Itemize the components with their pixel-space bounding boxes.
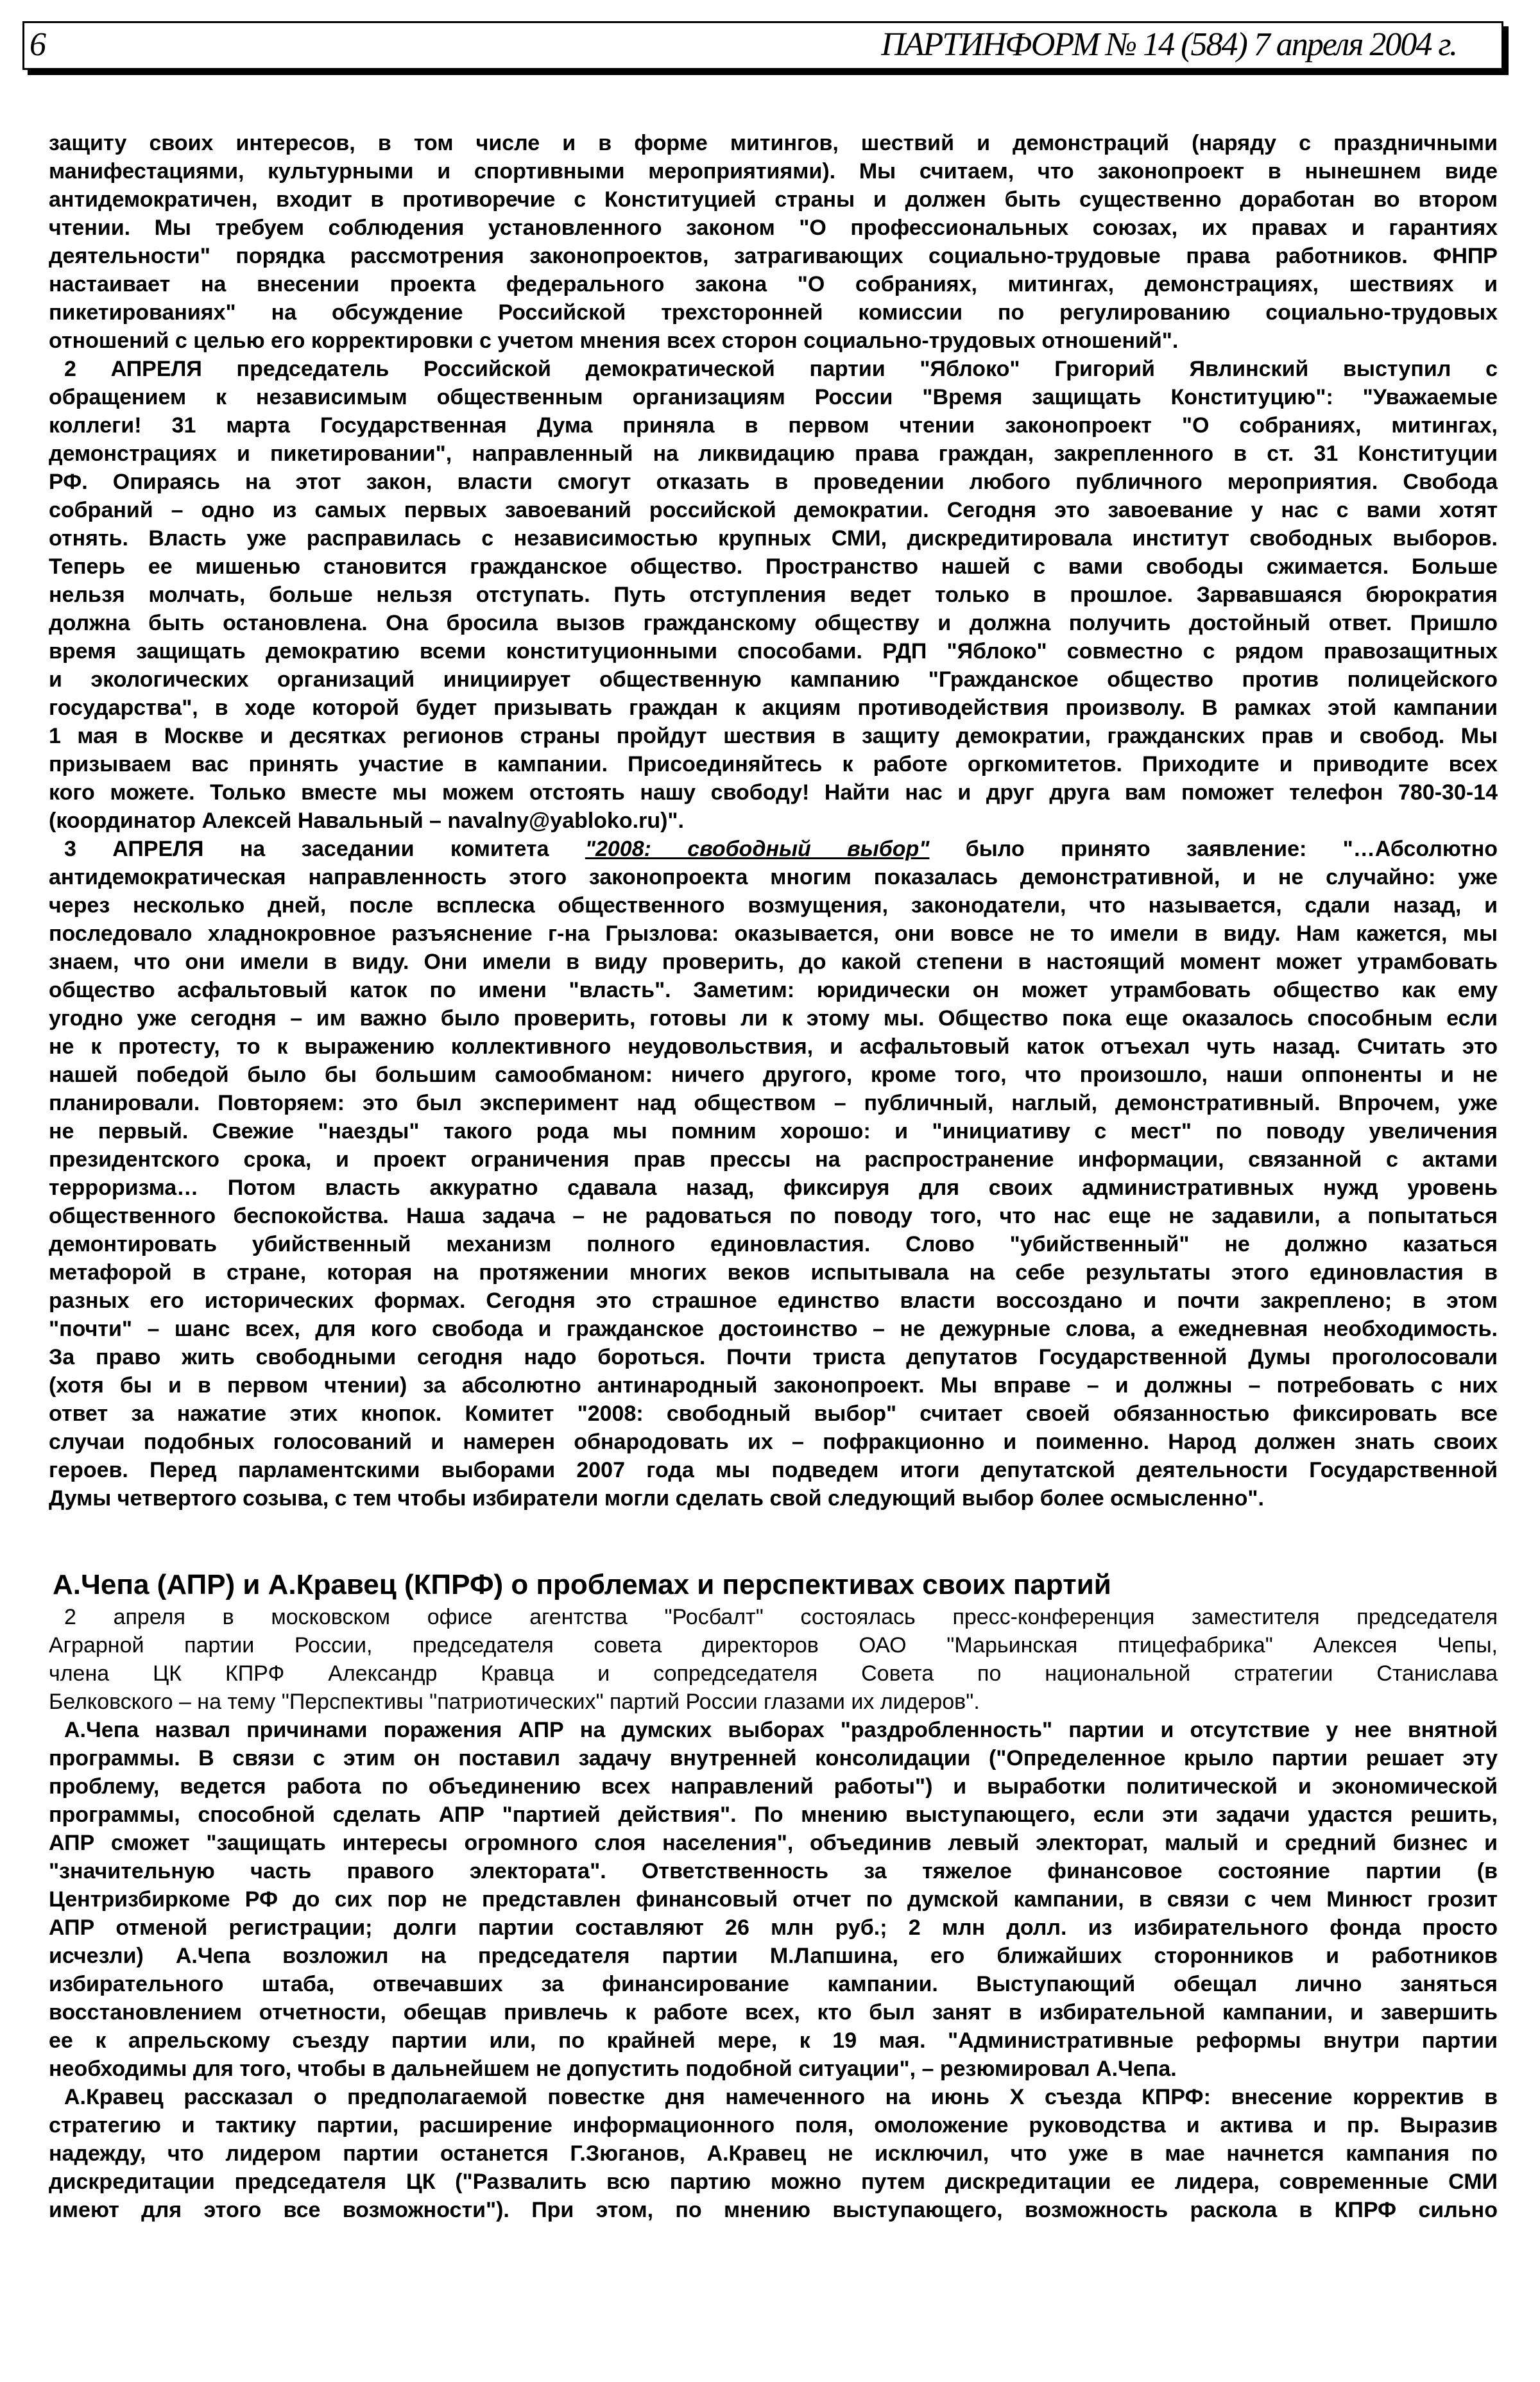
text-line: чтении. Мы требуем соблюдения установленного законом "О профессиональных союзах, их правах и гарантиях [49, 216, 1498, 240]
text-line: отнять. Власть уже расправилась с независимостью крупных СМИ, дискредитировала институт свободных выборов. [49, 526, 1498, 551]
article-heading: А.Чепа (АПР) и А.Кравец (КПРФ) о проблемах и перспективах своих партий [53, 1569, 1111, 1600]
paragraph [49, 2083, 1498, 2224]
text-line: исчезли) А.Чепа возложил на председателя партии М.Лапшина, его ближайших сторонников и работников [49, 1944, 1498, 1968]
text-line: разных его исторических формах. Сегодня это страшное единство власти воссоздано и почти закреплено; в этом [49, 1289, 1498, 1313]
text-line: антидемократичен, входит в противоречие с Конституцией страны и должен быть существенно доработан во втором [49, 187, 1498, 212]
text-line: деятельности" порядка рассмотрения законопроектов, затрагивающих социально-трудовые права работников. ФНПР [49, 244, 1498, 268]
text-line: отношений с целью его корректировки с учетом мнения всех сторон социально-трудовых отношений". [49, 329, 1179, 353]
text-line: собраний – одно из самых первых завоеваний российской демократии. Сегодня это завоевание у нас с вами хотят [49, 498, 1498, 522]
text-line: президентского срока, и проект ограничения прав прессы на распространение информации, связанной с актами [49, 1147, 1498, 1172]
paragraph [49, 355, 1498, 835]
text-line: программы, способной сделать АПР "партией действия". По мнению выступающего, если эти задачи удастся решить, [49, 1803, 1498, 1827]
committee-name-link[interactable]: "2008: свободный выбор" [585, 837, 930, 861]
publication-title: ПАРТИНФОРМ № 14 (584) 7 апреля 2004 г. [881, 26, 1457, 63]
text-line: последовало хладнокровное разъяснение г-на Грызлова: оказывается, они вовсе не то имели в виду. Нам кажется, мы [49, 921, 1498, 946]
text-line: коллеги! 31 марта Государственная Дума приняла в первом чтении законопроект "О собраниях, митингах, [49, 413, 1498, 438]
text-line: проблему, ведется работа по объединению всех направлений работы") и выработки политической и экономической [49, 1774, 1498, 1799]
text-line: обращением к независимым общественным организациям России "Время защищать Конституцию": "Уважаемые [49, 385, 1498, 409]
text-line: 2 апреля в московском офисе агентства "Росбалт" состоялась пресс-конференция заместителя председателя [64, 1605, 1498, 1629]
page-number: 6 [30, 26, 46, 63]
text-line: А.Кравец рассказал о предполагаемой повестке дня намеченного на июнь Х съезда КПРФ: внесение корректив в [64, 2085, 1498, 2109]
text-segment: 3 АПРЕЛЯ на заседании комитета [64, 837, 585, 861]
text-line: АПР отменой регистрации; долги партии составляют 26 млн руб.; 2 млн долл. из избирательного фонда просто [49, 1915, 1498, 1940]
text-line: "значительную часть правого электората". Ответственность за тяжелое финансовое состояние партии (в [49, 1859, 1498, 1883]
text-line: дискредитации председателя ЦК ("Развалить всю партию можно путем дискредитации ее лидера, современные СМИ [49, 2170, 1498, 2194]
text-line: угодно уже сегодня – им важно было проверить, готовы ли к этому мы. Общество пока еще оказалось способным если [49, 1006, 1498, 1031]
text-line: призываем вас принять участие в кампании. Присоединяйтесь к работе оргкомитетов. Приходите и приводите всех [49, 752, 1498, 776]
text-line: члена ЦК КПРФ Александр Кравца и сопредседателя Совета по национальной стратегии Станислава [49, 1661, 1498, 1686]
text-line: А.Чепа назвал причинами поражения АПР на думских выборах "раздробленность" партии и отсутствие у нее внятной [64, 1718, 1498, 1742]
text-segment: было принято заявление: "…Абсолютно [929, 837, 1498, 861]
text-line: (координатор Алексей Навальный – navalny@yabloko.ru)". [49, 809, 685, 833]
text-line: знаем, что они имели в виду. Они имели в виду проверить, до какой степени в настоящий момент может утрамбовать [49, 950, 1498, 974]
text-line: манифестациями, культурными и спортивными мероприятиями). Мы считаем, что законопроект в нынешнем виде [49, 159, 1498, 184]
text-line: Центризбиркоме РФ до сих пор не представлен финансовый отчет по думской кампании, в связи с чем Минюст грозит [49, 1887, 1498, 1912]
text-line: 2 АПРЕЛЯ председатель Российской демократической партии "Яблоко" Григорий Явлинский выступил с [64, 357, 1498, 381]
text-line: не первый. Свежие "наезды" такого рода мы помним хорошо: и "инициативу с мест" по поводу увеличения [49, 1119, 1498, 1144]
text-line: антидемократическая направленность этого законопроекта многим показалась демонстративной, и не случайно: уже [49, 865, 1498, 889]
text-line: демонстрациях и пикетировании", направленный на ликвидацию права граждан, закрепленного в ст. 31 Конституции [49, 441, 1498, 466]
text-line: За право жить свободными сегодня надо бороться. Почти триста депутатов Государственной Думы проголосовали [49, 1345, 1498, 1369]
paragraph [49, 1603, 1498, 1716]
text-line: кого можете. Только вместе мы можем отстоять нашу свободу! Найти нас и друг друга вам поможет телефон 780-30-14 [49, 780, 1498, 805]
paragraph [49, 129, 1498, 355]
text-line: планировали. Повторяем: это был эксперимент над обществом – публичный, наглый, демонстративный. Впрочем, уже [49, 1091, 1498, 1115]
text-line: ответ за нажатие этих кнопок. Комитет "2008: свободный выбор" считает своей обязанностью фиксировать все [49, 1401, 1498, 1426]
text-line: программы. В связи с этим он поставил задачу внутренней консолидации ("Определенное крыло партии решает эту [49, 1746, 1498, 1770]
text-line: АПР сможет "защищать интересы огромного слоя населения", объединив левый электорат, малый и средний бизнес и [49, 1831, 1498, 1855]
text-line: через несколько дней, после всплеска общественного возмущения, законодатели, что называется, сдали назад, и [49, 893, 1498, 918]
article-1 [49, 129, 1498, 1512]
text-line: Белковского – на тему "Перспективы "патриотических" партий России глазами их лидеров". [49, 1690, 980, 1714]
text-line: ее к апрельскому съезду партии или, по крайней мере, к 19 мая. "Административные реформы внутри партии [49, 2028, 1498, 2053]
text-line: не к протесту, то к выражению коллективного неудовольствия, и асфальтовый каток отъехал чуть назад. Считать это [49, 1034, 1498, 1059]
paragraph [49, 835, 1498, 1512]
text-line: защиту своих интересов, в том числе и в форме митингов, шествий и демонстраций (наряду с праздничными [49, 131, 1498, 155]
text-line: необходимы для того, чтобы в дальнейшем не допустить подобной ситуации", – резюмировал А.Чепа. [49, 2057, 1177, 2081]
text-line: государства", в ходе которой будет призывать граждан к акциям противодействия произволу. В рамках этой кампании [49, 696, 1498, 720]
text-line: 1 мая в Москве и десятках регионов страны пройдут шествия в защиту демократии, гражданских прав и свобод. Мы [49, 724, 1498, 748]
text-line: случаи подобных голосований и намерен обнародовать их – пофракционно и поименно. Народ должен знать своих [49, 1430, 1498, 1454]
text-line: пикетированиях" на обсуждение Российской трехсторонней комиссии по регулированию социально-трудовых [49, 300, 1498, 325]
text-line: метафорой в стране, которая на протяжении многих веков испытывала на себе результаты этого единовластия в [49, 1260, 1498, 1285]
text-line: общественного беспокойства. Наша задача – не радоваться по поводу того, что нас еще не задавили, а попытаться [49, 1204, 1498, 1228]
text-line: имеют для этого все возможности"). При этом, по мнению выступающего, возможность раскола в КПРФ сильно [49, 2198, 1498, 2222]
page-header [22, 21, 1503, 70]
text-line: Теперь ее мишенью становится гражданское общество. Пространство нашей с вами свободы сжимается. Больше [49, 554, 1498, 579]
text-line [49, 835, 1498, 863]
text-line: Думы четвертого созыва, с тем чтобы избиратели могли сделать свой следующий выбор более осмысленно". [49, 1486, 1264, 1511]
text-line: надежду, что лидером партии останется Г.Зюганов, А.Кравец не исключил, что уже в мае начнется кампания по [49, 2141, 1498, 2166]
text-line: настаивает на внесении проекта федерального закона "О собраниях, митингах, демонстрациях, шествиях и [49, 272, 1498, 296]
text-line: демонтировать убийственный механизм полного единовластия. Слово "убийственный" не должно казаться [49, 1232, 1498, 1256]
text-line: терроризма… Потом власть аккуратно сдавала назад, фиксируя для своих административных нужд уровень [49, 1176, 1498, 1200]
text-line: время защищать демократию всеми конституционными способами. РДП "Яблоко" совместно с рядом правозащитных [49, 639, 1498, 664]
text-line: должна быть остановлена. Она бросила вызов гражданскому обществу и должна получить достойный ответ. Пришло [49, 611, 1498, 635]
text-line: общество асфальтовый каток по имени "власть". Заметим: юридически он может утрамбовать общество как ему [49, 978, 1498, 1002]
text-line: (хотя бы и в первом чтении) за абсолютно антинародный законопроект. Мы вправе – и должны – потребовать с них [49, 1373, 1498, 1398]
text-line: нельзя молчать, больше нельзя отступать. Путь отступления ведет только в прошлое. Зарвавшаяся бюрократия [49, 583, 1498, 607]
text-line: нашей победой было бы большим самообманом: ничего другого, кроме того, что произошло, наши оппоненты и не [49, 1063, 1498, 1087]
text-line: "почти" – шанс всех, для кого свобода и гражданское достоинство – не дежурные слова, а ежедневная необходимость. [49, 1317, 1498, 1341]
text-line: РФ. Опираясь на этот закон, власти смогут отказать в проведении любого публичного мероприятия. Свобода [49, 470, 1498, 494]
text-line: стратегию и тактику партии, расширение информационного поля, омоложение руководства и актива и пр. Выразив [49, 2113, 1498, 2138]
article-2 [49, 1566, 1498, 2224]
text-line: избирательного штаба, отвечавших за финансирование кампании. Выступающий обещал лично заняться [49, 1972, 1498, 1996]
text-line: и экологических организаций инициирует общественную кампанию "Гражданское общество против полицейского [49, 667, 1498, 692]
text-line: Аграрной партии России, председателя совета директоров ОАО "Марьинская птицефабрика" Алексея Чепы, [49, 1633, 1498, 1658]
paragraph [49, 1716, 1498, 2083]
text-line: восстановлением отчетности, обещав привлечь к работе всех, кто был занят в избирательной кампании, и завершить [49, 2000, 1498, 2025]
text-line: героев. Перед парламентскими выборами 2007 года мы подведем итоги депутатской деятельности Государственной [49, 1458, 1498, 1482]
